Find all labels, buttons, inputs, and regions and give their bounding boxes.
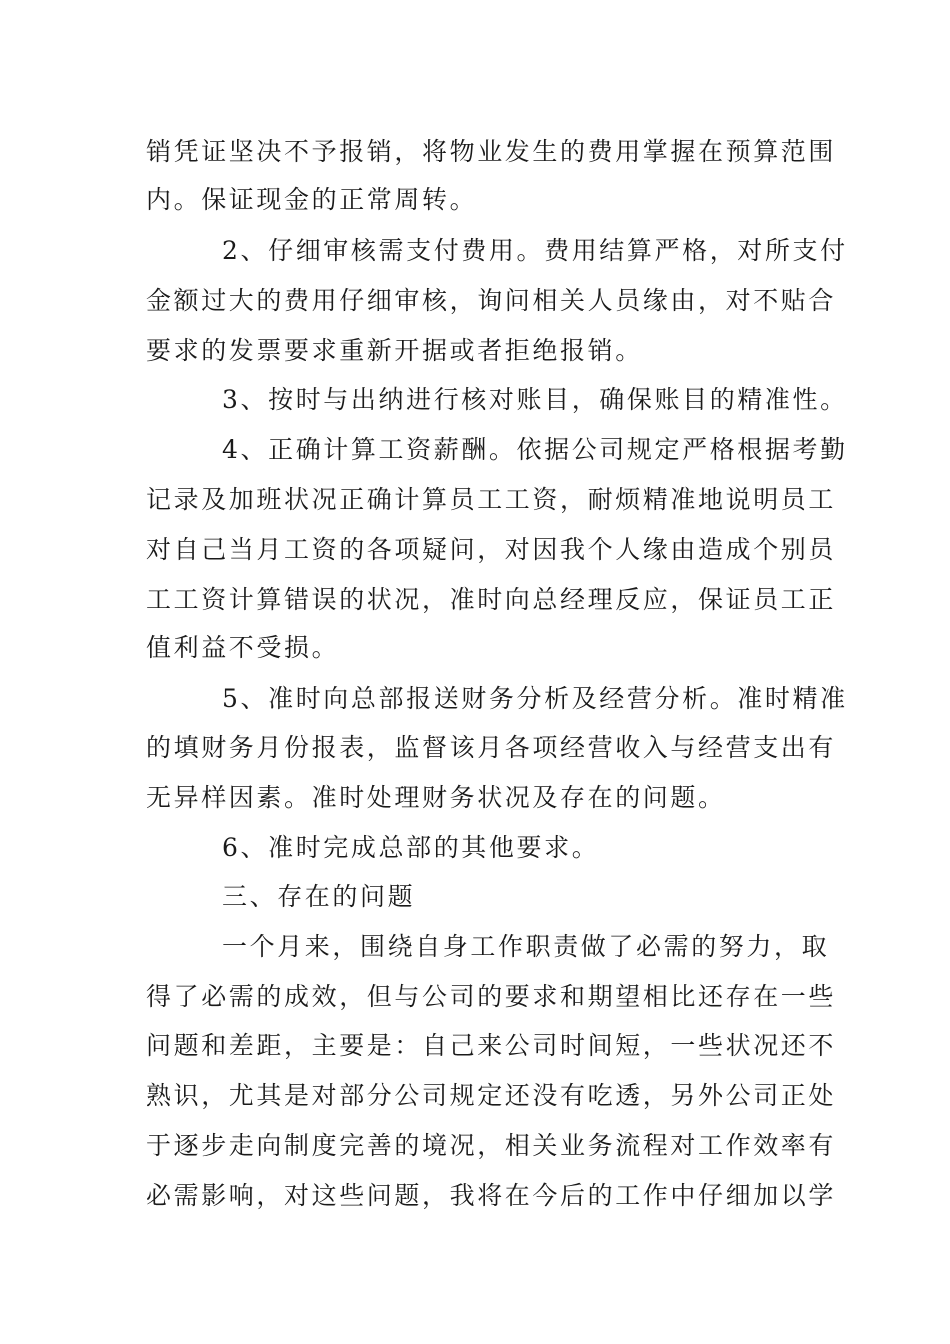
text-line: 内。保证现金的正常周转。 [146,185,478,214]
text-line: 工工资计算错误的状况，准时向总经理反应，保证员工正 [146,585,837,614]
text-line: 销凭证坚决不予报销，将物业发生的费用掌握在预算范围 [146,137,837,166]
text-line: 必需影响，对这些问题，我将在今后的工作中仔细加以学 [146,1181,837,1210]
text-line: 5、准时向总部报送财务分析及经营分析。准时精准 [222,684,848,713]
text-line: 问题和差距，主要是：自己来公司时间短，一些状况还不 [146,1031,837,1060]
text-line: 一个月来，围绕自身工作职责做了必需的努力，取 [222,932,830,961]
text-line: 2、仔细审核需支付费用。费用结算严格，对所支付 [222,236,848,265]
text-line: 4、正确计算工资薪酬。依据公司规定严格根据考勤 [222,435,848,464]
text-line: 对自己当月工资的各项疑问，对因我个人缘由造成个别员 [146,535,837,564]
section-heading: 三、存在的问题 [222,882,416,911]
text-line: 的填财务月份报表，监督该月各项经营收入与经营支出有 [146,733,837,762]
text-line: 值利益不受损。 [146,633,340,662]
text-line: 金额过大的费用仔细审核，询问相关人员缘由，对不贴合 [146,286,837,315]
text-line: 无异样因素。准时处理财务状况及存在的问题。 [146,783,726,812]
text-line: 3、按时与出纳进行核对账目，确保账目的精准性。 [222,385,848,414]
text-line: 要求的发票要求重新开据或者拒绝报销。 [146,336,643,365]
text-line: 熟识，尤其是对部分公司规定还没有吃透，另外公司正处 [146,1081,837,1110]
text-line: 记录及加班状况正确计算员工工资，耐烦精准地说明员工 [146,485,837,514]
text-line: 得了必需的成效，但与公司的要求和期望相比还存在一些 [146,982,837,1011]
text-line: 6、准时完成总部的其他要求。 [222,833,600,862]
text-line: 于逐步走向制度完善的境况，相关业务流程对工作效率有 [146,1131,837,1160]
